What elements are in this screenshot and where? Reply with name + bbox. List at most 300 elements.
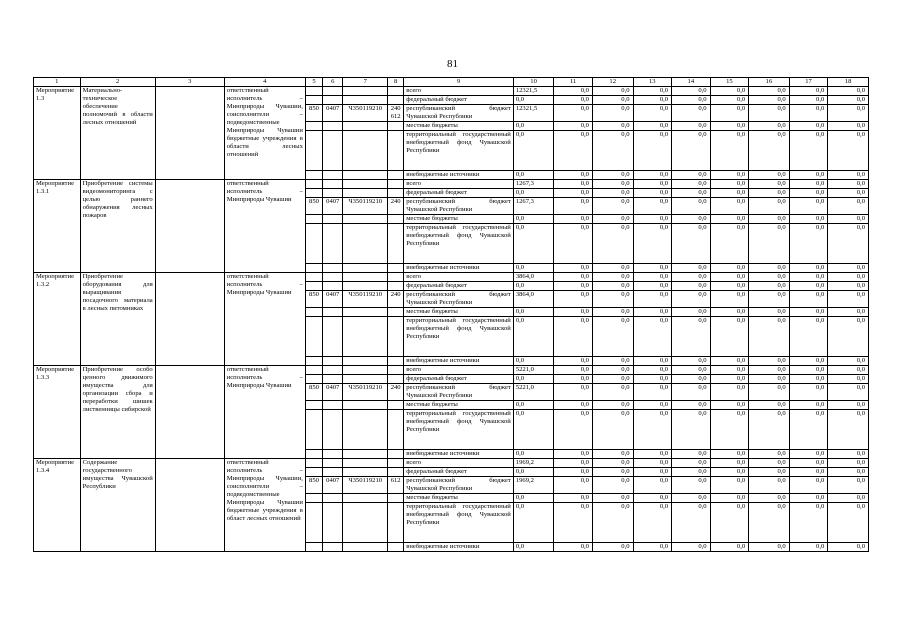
value-cell: 0,0 xyxy=(789,273,828,282)
code-cell xyxy=(343,503,388,543)
value-cell: 0,0 xyxy=(554,122,593,131)
code-cell xyxy=(305,503,322,543)
gr-code-cell: 850 xyxy=(305,198,322,215)
gr-code-cell: 850 xyxy=(305,291,322,308)
value-cell: 0,0 xyxy=(592,384,633,401)
value-cell: 0,0 xyxy=(513,410,554,450)
value-cell: 0,0 xyxy=(554,503,593,543)
code-cell xyxy=(343,410,388,450)
value-cell: 0,0 xyxy=(749,317,790,357)
value-cell: 0,0 xyxy=(828,291,869,308)
executor-cell: ответственный исполнитель – Минприроды Чувашии xyxy=(224,366,305,459)
table-row xyxy=(34,180,869,189)
value-cell: 0,0 xyxy=(789,96,828,105)
measure-number-cell: Мероприятие 1.3 xyxy=(34,87,81,180)
value-cell: 1969,2 xyxy=(513,459,554,468)
value-cell: 0,0 xyxy=(633,366,672,375)
rz-code-cell: 0407 xyxy=(323,105,343,122)
value-cell: 0,0 xyxy=(789,450,828,459)
value-cell: 0,0 xyxy=(828,122,869,131)
code-cell xyxy=(323,468,343,477)
value-cell: 0,0 xyxy=(710,87,749,96)
value-cell: 1267,3 xyxy=(513,180,554,189)
value-cell: 0,0 xyxy=(554,357,593,366)
code-cell xyxy=(305,122,322,131)
page-number: 81 xyxy=(447,58,458,70)
value-cell: 0,0 xyxy=(633,375,672,384)
executor-cell: ответственный исполнитель – Минприроды Чувашии, соисполнители – подведомственные Минприроды Чувашии бюджетные учреждения в области лесных отношений xyxy=(224,87,305,180)
value-cell: 0,0 xyxy=(554,273,593,282)
code-cell xyxy=(343,366,388,375)
value-cell: 0,0 xyxy=(592,87,633,96)
code-cell xyxy=(388,308,404,317)
header-cell: 15 xyxy=(710,78,749,87)
code-cell xyxy=(343,96,388,105)
value-cell: 0,0 xyxy=(672,122,711,131)
header-cell: 17 xyxy=(789,78,828,87)
value-cell: 0,0 xyxy=(789,384,828,401)
header-cell: 11 xyxy=(554,78,593,87)
value-cell: 0,0 xyxy=(592,105,633,122)
value-cell: 0,0 xyxy=(513,171,554,180)
header-cell: 5 xyxy=(305,78,322,87)
value-cell: 0,0 xyxy=(633,503,672,543)
value-cell: 0,0 xyxy=(710,198,749,215)
value-cell: 0,0 xyxy=(592,264,633,273)
value-cell: 12321,5 xyxy=(513,105,554,122)
value-cell: 0,0 xyxy=(554,105,593,122)
value-cell: 0,0 xyxy=(710,366,749,375)
code-cell xyxy=(305,180,322,189)
value-cell: 0,0 xyxy=(513,401,554,410)
value-cell: 0,0 xyxy=(789,494,828,503)
source-cell: территориальный государственный внебюджетный фонд Чувашской Республики xyxy=(404,410,514,450)
value-cell: 0,0 xyxy=(828,105,869,122)
value-cell: 0,0 xyxy=(554,180,593,189)
value-cell: 0,0 xyxy=(710,308,749,317)
value-cell: 0,0 xyxy=(592,273,633,282)
value-cell: 0,0 xyxy=(749,171,790,180)
source-cell: федеральный бюджет xyxy=(404,189,514,198)
value-cell: 0,0 xyxy=(672,131,711,171)
value-cell: 0,0 xyxy=(633,198,672,215)
value-cell: 0,0 xyxy=(710,215,749,224)
value-cell: 0,0 xyxy=(672,468,711,477)
value-cell: 0,0 xyxy=(710,543,749,552)
value-cell: 0,0 xyxy=(828,224,869,264)
header-cell: 16 xyxy=(749,78,790,87)
value-cell: 0,0 xyxy=(672,317,711,357)
code-cell xyxy=(323,366,343,375)
value-cell: 0,0 xyxy=(633,215,672,224)
executor-cell: ответственный исполнитель – Минприроды Чувашии xyxy=(224,273,305,366)
value-cell: 0,0 xyxy=(828,264,869,273)
value-cell: 0,0 xyxy=(633,224,672,264)
measure-name-cell: Приобретение системы видеомониторинга с целью раннего обнаружения лесных пожаров xyxy=(80,180,155,273)
value-cell: 0,0 xyxy=(513,357,554,366)
code-cell xyxy=(323,375,343,384)
value-cell: 0,0 xyxy=(789,189,828,198)
code-cell xyxy=(323,122,343,131)
value-cell: 0,0 xyxy=(672,198,711,215)
code-cell xyxy=(305,317,322,357)
code-cell xyxy=(343,189,388,198)
value-cell: 0,0 xyxy=(749,401,790,410)
value-cell: 0,0 xyxy=(749,494,790,503)
value-cell: 0,0 xyxy=(672,264,711,273)
code-cell xyxy=(388,375,404,384)
vr-code-cell: 240 612 xyxy=(388,105,404,122)
value-cell: 0,0 xyxy=(633,308,672,317)
csr-code-cell: Ч350119210 xyxy=(343,105,388,122)
value-cell: 0,0 xyxy=(789,317,828,357)
value-cell: 0,0 xyxy=(554,384,593,401)
code-cell xyxy=(305,494,322,503)
value-cell: 0,0 xyxy=(554,477,593,494)
code-cell xyxy=(388,282,404,291)
empty-cell xyxy=(155,87,224,180)
source-cell: федеральный бюджет xyxy=(404,96,514,105)
header-cell: 13 xyxy=(633,78,672,87)
value-cell: 0,0 xyxy=(513,189,554,198)
value-cell: 0,0 xyxy=(710,450,749,459)
value-cell: 0,0 xyxy=(672,180,711,189)
value-cell: 0,0 xyxy=(789,215,828,224)
value-cell: 0,0 xyxy=(554,494,593,503)
code-cell xyxy=(343,357,388,366)
value-cell: 0,0 xyxy=(749,273,790,282)
value-cell: 0,0 xyxy=(749,198,790,215)
source-cell: республиканский бюджет Чувашской Республики xyxy=(404,105,514,122)
source-cell: республиканский бюджет Чувашской Республики xyxy=(404,384,514,401)
code-cell xyxy=(323,180,343,189)
value-cell: 0,0 xyxy=(633,131,672,171)
value-cell: 1267,3 xyxy=(513,198,554,215)
value-cell: 0,0 xyxy=(513,96,554,105)
value-cell: 0,0 xyxy=(592,317,633,357)
code-cell xyxy=(305,87,322,96)
value-cell: 0,0 xyxy=(554,291,593,308)
code-cell xyxy=(323,503,343,543)
value-cell: 0,0 xyxy=(554,468,593,477)
value-cell: 0,0 xyxy=(828,317,869,357)
source-cell: внебюджетные источники xyxy=(404,264,514,273)
code-cell xyxy=(343,224,388,264)
value-cell: 0,0 xyxy=(672,401,711,410)
value-cell: 0,0 xyxy=(592,180,633,189)
code-cell xyxy=(305,308,322,317)
source-cell: территориальный государственный внебюджетный фонд Чувашской Республики xyxy=(404,224,514,264)
source-cell: федеральный бюджет xyxy=(404,375,514,384)
value-cell: 0,0 xyxy=(749,180,790,189)
code-cell xyxy=(323,224,343,264)
csr-code-cell: Ч350119210 xyxy=(343,384,388,401)
measure-name-cell: Содержание государственного имущества Чувашской Республики xyxy=(80,459,155,552)
code-cell xyxy=(305,215,322,224)
value-cell: 0,0 xyxy=(749,477,790,494)
value-cell: 0,0 xyxy=(789,198,828,215)
value-cell: 0,0 xyxy=(513,317,554,357)
value-cell: 0,0 xyxy=(633,189,672,198)
code-cell xyxy=(323,273,343,282)
code-cell xyxy=(343,122,388,131)
header-cell: 6 xyxy=(323,78,343,87)
value-cell: 0,0 xyxy=(789,357,828,366)
value-cell: 0,0 xyxy=(592,224,633,264)
code-cell xyxy=(388,503,404,543)
value-cell: 0,0 xyxy=(672,384,711,401)
value-cell: 0,0 xyxy=(672,189,711,198)
value-cell: 0,0 xyxy=(554,215,593,224)
code-cell xyxy=(343,180,388,189)
gr-code-cell: 850 xyxy=(305,384,322,401)
value-cell: 0,0 xyxy=(828,282,869,291)
rz-code-cell: 0407 xyxy=(323,384,343,401)
code-cell xyxy=(343,215,388,224)
code-cell xyxy=(388,131,404,171)
header-cell: 18 xyxy=(828,78,869,87)
value-cell: 0,0 xyxy=(672,503,711,543)
value-cell: 0,0 xyxy=(633,291,672,308)
gr-code-cell: 850 xyxy=(305,105,322,122)
value-cell: 0,0 xyxy=(592,215,633,224)
source-cell: внебюджетные источники xyxy=(404,171,514,180)
value-cell: 0,0 xyxy=(710,401,749,410)
measure-name-cell: Приобретение особо ценного движимого имущества для организации сбора и переработки шишек лиственницы сибирской xyxy=(80,366,155,459)
code-cell xyxy=(305,410,322,450)
code-cell xyxy=(388,87,404,96)
value-cell: 0,0 xyxy=(513,282,554,291)
value-cell: 0,0 xyxy=(592,282,633,291)
value-cell: 12321,5 xyxy=(513,87,554,96)
value-cell: 0,0 xyxy=(672,87,711,96)
value-cell: 0,0 xyxy=(633,171,672,180)
value-cell: 0,0 xyxy=(710,282,749,291)
source-cell: местные бюджеты xyxy=(404,401,514,410)
value-cell: 0,0 xyxy=(749,291,790,308)
header-cell: 7 xyxy=(343,78,388,87)
value-cell: 0,0 xyxy=(789,264,828,273)
value-cell: 0,0 xyxy=(828,171,869,180)
value-cell: 0,0 xyxy=(710,291,749,308)
code-cell xyxy=(388,224,404,264)
code-cell xyxy=(305,468,322,477)
header-cell: 9 xyxy=(404,78,514,87)
code-cell xyxy=(305,401,322,410)
value-cell: 0,0 xyxy=(789,503,828,543)
value-cell: 0,0 xyxy=(749,96,790,105)
value-cell: 0,0 xyxy=(672,291,711,308)
measure-number-cell: Мероприятие 1.3.2 xyxy=(34,273,81,366)
code-cell xyxy=(388,357,404,366)
value-cell: 0,0 xyxy=(672,375,711,384)
value-cell: 0,0 xyxy=(828,273,869,282)
code-cell xyxy=(388,410,404,450)
empty-cell xyxy=(155,273,224,366)
code-cell xyxy=(388,317,404,357)
value-cell: 0,0 xyxy=(828,468,869,477)
table-row xyxy=(34,87,869,96)
code-cell xyxy=(343,308,388,317)
value-cell: 0,0 xyxy=(828,87,869,96)
value-cell: 0,0 xyxy=(789,282,828,291)
value-cell: 0,0 xyxy=(828,450,869,459)
value-cell: 0,0 xyxy=(828,366,869,375)
value-cell: 0,0 xyxy=(710,317,749,357)
csr-code-cell: Ч350119210 xyxy=(343,477,388,494)
value-cell: 0,0 xyxy=(749,87,790,96)
value-cell: 0,0 xyxy=(828,384,869,401)
value-cell: 0,0 xyxy=(672,273,711,282)
value-cell: 0,0 xyxy=(749,366,790,375)
code-cell xyxy=(343,171,388,180)
value-cell: 0,0 xyxy=(828,180,869,189)
value-cell: 0,0 xyxy=(633,96,672,105)
source-cell: всего xyxy=(404,180,514,189)
measure-number-cell: Мероприятие 1.3.3 xyxy=(34,366,81,459)
value-cell: 0,0 xyxy=(592,375,633,384)
value-cell: 0,0 xyxy=(592,503,633,543)
code-cell xyxy=(305,375,322,384)
value-cell: 0,0 xyxy=(789,180,828,189)
value-cell: 0,0 xyxy=(513,264,554,273)
value-cell: 0,0 xyxy=(672,410,711,450)
value-cell: 0,0 xyxy=(710,105,749,122)
code-cell xyxy=(323,459,343,468)
value-cell: 0,0 xyxy=(749,468,790,477)
value-cell: 0,0 xyxy=(554,410,593,450)
source-cell: местные бюджеты xyxy=(404,122,514,131)
value-cell: 0,0 xyxy=(789,410,828,450)
value-cell: 0,0 xyxy=(789,366,828,375)
value-cell: 0,0 xyxy=(828,459,869,468)
header-cell: 14 xyxy=(672,78,711,87)
header-cell: 10 xyxy=(513,78,554,87)
code-cell xyxy=(305,189,322,198)
value-cell: 5221,0 xyxy=(513,366,554,375)
value-cell: 0,0 xyxy=(749,224,790,264)
value-cell: 0,0 xyxy=(672,459,711,468)
code-cell xyxy=(323,317,343,357)
code-cell xyxy=(343,459,388,468)
value-cell: 0,0 xyxy=(710,171,749,180)
code-cell xyxy=(388,264,404,273)
value-cell: 0,0 xyxy=(513,375,554,384)
value-cell: 0,0 xyxy=(828,494,869,503)
code-cell xyxy=(323,96,343,105)
table-row xyxy=(34,366,869,375)
value-cell: 0,0 xyxy=(672,494,711,503)
source-cell: федеральный бюджет xyxy=(404,468,514,477)
value-cell: 0,0 xyxy=(828,477,869,494)
value-cell: 0,0 xyxy=(672,477,711,494)
vr-code-cell: 240 xyxy=(388,384,404,401)
csr-code-cell: Ч350119210 xyxy=(343,198,388,215)
vr-code-cell: 612 xyxy=(388,477,404,494)
value-cell: 3864,0 xyxy=(513,273,554,282)
source-cell: внебюджетные источники xyxy=(404,543,514,552)
value-cell: 0,0 xyxy=(592,198,633,215)
source-cell: республиканский бюджет Чувашской Республики xyxy=(404,291,514,308)
code-cell xyxy=(388,273,404,282)
value-cell: 0,0 xyxy=(828,96,869,105)
value-cell: 0,0 xyxy=(749,122,790,131)
value-cell: 0,0 xyxy=(513,224,554,264)
value-cell: 0,0 xyxy=(554,375,593,384)
code-cell xyxy=(323,189,343,198)
value-cell: 0,0 xyxy=(633,450,672,459)
source-cell: внебюджетные источники xyxy=(404,357,514,366)
value-cell: 0,0 xyxy=(710,189,749,198)
code-cell xyxy=(323,357,343,366)
value-cell: 0,0 xyxy=(710,180,749,189)
value-cell: 0,0 xyxy=(789,543,828,552)
value-cell: 0,0 xyxy=(513,468,554,477)
rz-code-cell: 0407 xyxy=(323,477,343,494)
source-cell: всего xyxy=(404,87,514,96)
value-cell: 0,0 xyxy=(592,291,633,308)
code-cell xyxy=(323,171,343,180)
code-cell xyxy=(305,224,322,264)
csr-code-cell: Ч350119210 xyxy=(343,291,388,308)
source-cell: федеральный бюджет xyxy=(404,282,514,291)
budget-table xyxy=(33,77,869,552)
value-cell: 0,0 xyxy=(672,450,711,459)
value-cell: 0,0 xyxy=(633,468,672,477)
value-cell: 0,0 xyxy=(789,308,828,317)
value-cell: 0,0 xyxy=(633,401,672,410)
code-cell xyxy=(305,273,322,282)
code-cell xyxy=(305,357,322,366)
code-cell xyxy=(305,264,322,273)
value-cell: 0,0 xyxy=(592,494,633,503)
value-cell: 0,0 xyxy=(554,450,593,459)
value-cell: 0,0 xyxy=(672,357,711,366)
value-cell: 0,0 xyxy=(592,410,633,450)
source-cell: всего xyxy=(404,366,514,375)
value-cell: 0,0 xyxy=(710,375,749,384)
value-cell: 0,0 xyxy=(513,215,554,224)
value-cell: 0,0 xyxy=(554,366,593,375)
value-cell: 0,0 xyxy=(592,131,633,171)
value-cell: 0,0 xyxy=(749,105,790,122)
code-cell xyxy=(343,494,388,503)
value-cell: 0,0 xyxy=(672,96,711,105)
value-cell: 0,0 xyxy=(633,180,672,189)
value-cell: 0,0 xyxy=(828,357,869,366)
value-cell: 0,0 xyxy=(672,282,711,291)
executor-cell: ответственный исполнитель – Минприроды Чувашии, соисполнители – подведомственные Минприроды Чувашии бюджетные учреждения в област лесных отношений xyxy=(224,459,305,552)
value-cell: 0,0 xyxy=(749,503,790,543)
value-cell: 0,0 xyxy=(710,122,749,131)
code-cell xyxy=(388,543,404,552)
value-cell: 0,0 xyxy=(554,317,593,357)
value-cell: 0,0 xyxy=(554,543,593,552)
code-cell xyxy=(323,87,343,96)
code-cell xyxy=(343,450,388,459)
value-cell: 0,0 xyxy=(554,96,593,105)
code-cell xyxy=(323,282,343,291)
value-cell: 0,0 xyxy=(592,468,633,477)
code-cell xyxy=(343,375,388,384)
value-cell: 0,0 xyxy=(749,308,790,317)
empty-cell xyxy=(155,180,224,273)
value-cell: 0,0 xyxy=(789,477,828,494)
value-cell: 0,0 xyxy=(828,375,869,384)
value-cell: 0,0 xyxy=(554,401,593,410)
value-cell: 0,0 xyxy=(592,366,633,375)
code-cell xyxy=(388,122,404,131)
